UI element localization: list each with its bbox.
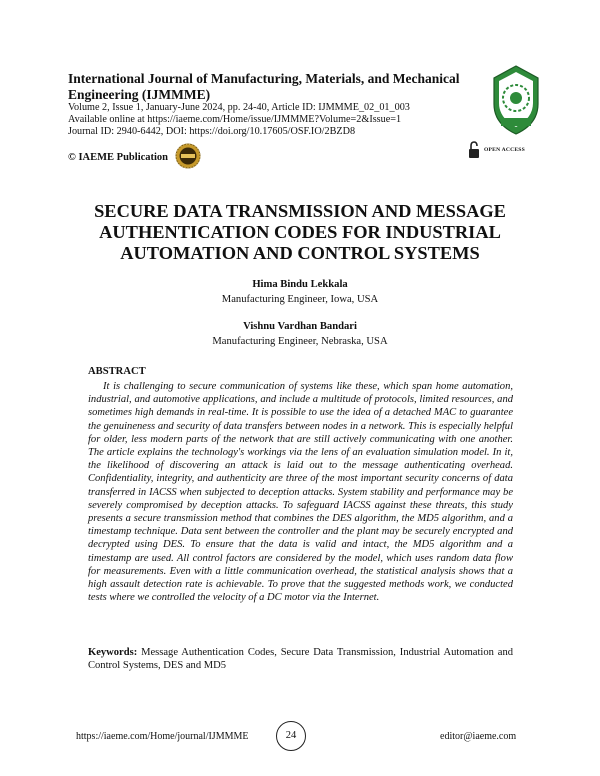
volume-line: Volume 2, Issue 1, January-June 2024, pp. 24-40, Article ID: IJMMME_02_01_003 <box>68 102 410 113</box>
author-name-1: Hima Bindu Lekkala <box>252 279 348 290</box>
keywords-label: Keywords: <box>88 647 138 658</box>
keywords-paragraph <box>88 646 513 672</box>
article-title: SECURE DATA TRANSMISSION AND MESSAGE AUTHENTICATION CODES FOR INDUSTRIAL AUTOMATION AND CONTROL SYSTEMS <box>94 201 506 263</box>
journal-title: International Journal of Manufacturing, Materials, and Mechanical Engineering (IJMMME) <box>68 71 460 102</box>
editor-email[interactable]: editor@iaeme.com <box>440 731 517 742</box>
abstract-heading: ABSTRACT <box>88 366 146 377</box>
publisher-label: © IAEME Publication <box>68 152 169 163</box>
iaeme-seal-icon <box>175 143 201 169</box>
available-online-line: Available online at https://iaeme.com/Home/issue/IJMMME?Volume=2&Issue=1 <box>68 114 402 125</box>
page-number: 24 <box>276 721 306 751</box>
journal-emblem-icon <box>487 62 545 138</box>
author-affiliation-1: Manufacturing Engineer, Iowa, USA <box>221 294 379 305</box>
author-affiliation-2: Manufacturing Engineer, Nebraska, USA <box>212 336 388 347</box>
open-access-label: OPEN ACCESS <box>484 147 525 153</box>
author-name-2: Vishnu Vardhan Bandari <box>243 321 357 332</box>
journal-url[interactable]: https://iaeme.com/Home/journal/IJMMME <box>76 731 249 742</box>
abstract-text: It is challenging to secure communication of systems like these, which span home automation, industrial, and automotive applications, and include a multitude of protocols, limited resources, and sometimes high demands in real-time. It is possible to use the idea of a detached MAC to guarantee the genuineness and security of data transfers between nodes in a network. This is especially helpful for older, less modern parts of the network that are still actively communicating with one another. The article explains the technology's workings via the lens of an evaluation simulation model. In it, the likelihood of discovering an attack is laid out to the message authenticating overhead. Confidentiality, integrity, and authenticity are three of the most important security concerns of data transferred in IACSS when subjected to deception attacks. System stability and performance may be severely compromised by deception attacks. To safeguard IACSS against these threats, this study presents a secure transmission method that combines the DES algorithm, the MD5 algorithm, and a timestamp technique. Data sent between the controller and the plant may be securely encrypted and decrypted using DES. To ensure that the data is valid and intact, the MD5 algorithm and a timestamp are used. All control factors are considered by the model, which uses random data flow for measurements. Even with a little communication overhead, the statistical analysis shows that a high assault detection rate is achievable. To prove that the suggested methods work, we conducted tests where we controlled the velocity of a DC motor via the Internet. <box>88 381 513 604</box>
keywords-text: Message Authentication Codes, Secure Data Transmission, Industrial Automation and Control Systems, DES and MD5 <box>88 647 513 672</box>
journal-id-line: Journal ID: 2940-6442, DOI: https://doi.org/10.17605/OSF.IO/2BZD8 <box>68 126 356 137</box>
